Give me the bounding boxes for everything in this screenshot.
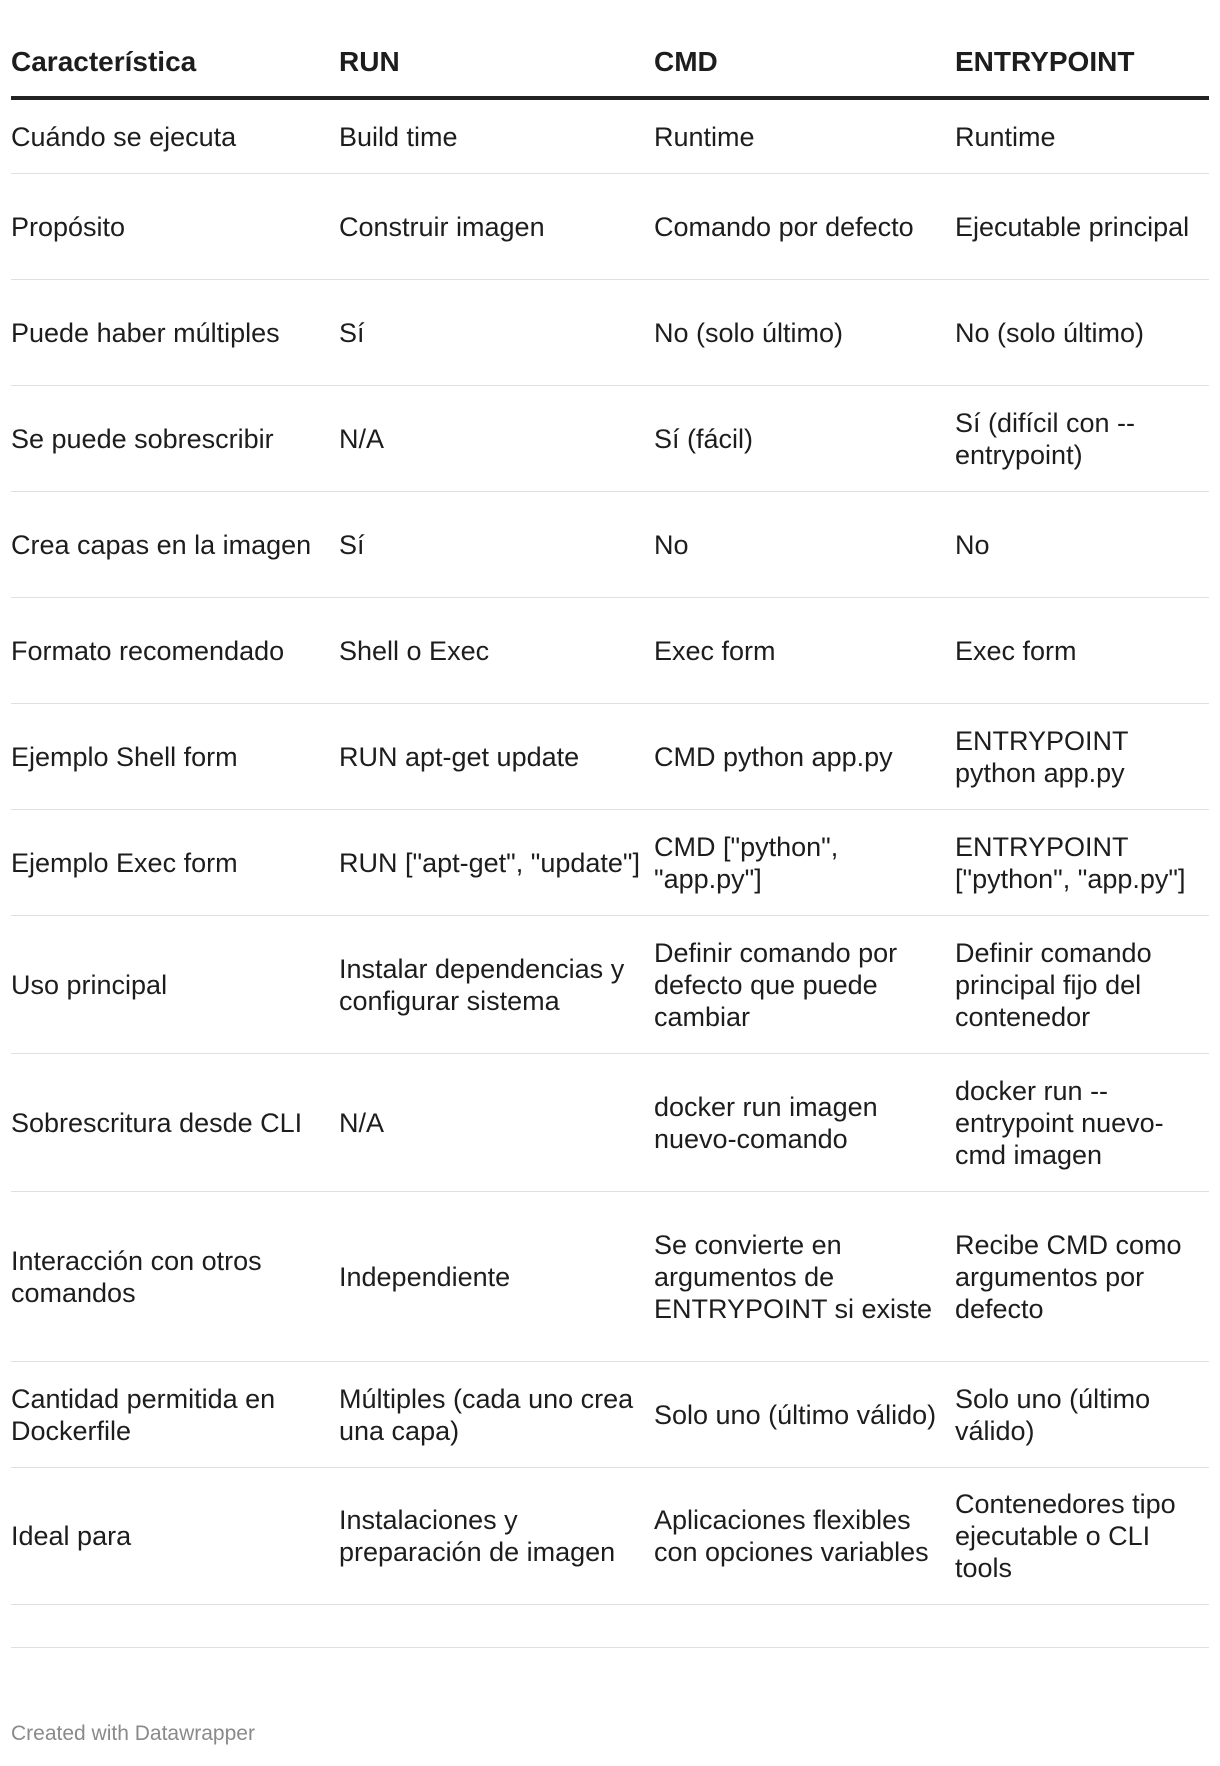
comparison-table-container	[11, 40, 1209, 1648]
header-entrypoint: ENTRYPOINT	[955, 40, 1209, 98]
table-row	[11, 98, 1209, 174]
table-row	[11, 704, 1209, 810]
cell-feature: Se puede sobrescribir	[11, 386, 339, 492]
table-row	[11, 280, 1209, 386]
cell-entrypoint: ENTRYPOINT ["python", "app.py"]	[955, 810, 1209, 916]
cell-run: Instalaciones y preparación de imagen	[339, 1468, 654, 1605]
cell-feature: Formato recomendado	[11, 598, 339, 704]
spacer-cell	[11, 1605, 1209, 1648]
datawrapper-credit: Created with Datawrapper	[11, 1722, 255, 1745]
cell-entrypoint: Solo uno (último válido)	[955, 1362, 1209, 1468]
cell-entrypoint: Definir comando principal fijo del contenedor	[955, 916, 1209, 1054]
cell-entrypoint: ENTRYPOINT python app.py	[955, 704, 1209, 810]
cell-feature: Uso principal	[11, 916, 339, 1054]
cell-feature: Ideal para	[11, 1468, 339, 1605]
cell-cmd: Sí (fácil)	[654, 386, 955, 492]
header-cmd: CMD	[654, 40, 955, 98]
table-row	[11, 916, 1209, 1054]
cell-cmd: Se convierte en argumentos de ENTRYPOINT si existe	[654, 1192, 955, 1362]
cell-entrypoint: Runtime	[955, 98, 1209, 174]
cell-entrypoint: Contenedores tipo ejecutable o CLI tools	[955, 1468, 1209, 1605]
cell-entrypoint: docker run --entrypoint nuevo-cmd imagen	[955, 1054, 1209, 1192]
table-row	[11, 598, 1209, 704]
cell-run: Instalar dependencias y configurar sistema	[339, 916, 654, 1054]
cell-entrypoint: Ejecutable principal	[955, 174, 1209, 280]
cell-feature: Ejemplo Shell form	[11, 704, 339, 810]
cell-feature: Puede haber múltiples	[11, 280, 339, 386]
cell-run: Build time	[339, 98, 654, 174]
cell-run: N/A	[339, 1054, 654, 1192]
cell-run: RUN apt-get update	[339, 704, 654, 810]
table-row	[11, 1468, 1209, 1605]
cell-cmd: No	[654, 492, 955, 598]
cell-entrypoint: No (solo último)	[955, 280, 1209, 386]
cell-cmd: Comando por defecto	[654, 174, 955, 280]
cell-cmd: docker run imagen nuevo-comando	[654, 1054, 955, 1192]
table-spacer-row	[11, 1605, 1209, 1648]
cell-run: Construir imagen	[339, 174, 654, 280]
cell-cmd: CMD ["python", "app.py"]	[654, 810, 955, 916]
cell-run: Sí	[339, 492, 654, 598]
cell-cmd: Solo uno (último válido)	[654, 1362, 955, 1468]
cell-run: Independiente	[339, 1192, 654, 1362]
table-body	[11, 98, 1209, 1648]
cell-feature: Crea capas en la imagen	[11, 492, 339, 598]
cell-cmd: Exec form	[654, 598, 955, 704]
table-header	[11, 40, 1209, 98]
cell-feature: Cantidad permitida en Dockerfile	[11, 1362, 339, 1468]
cell-run: RUN ["apt-get", "update"]	[339, 810, 654, 916]
cell-feature: Sobrescritura desde CLI	[11, 1054, 339, 1192]
cell-cmd: CMD python app.py	[654, 704, 955, 810]
header-caracteristica: Característica	[11, 40, 339, 98]
cell-feature: Ejemplo Exec form	[11, 810, 339, 916]
cell-run: Sí	[339, 280, 654, 386]
cell-run: Shell o Exec	[339, 598, 654, 704]
header-run: RUN	[339, 40, 654, 98]
cell-run: N/A	[339, 386, 654, 492]
cell-feature: Propósito	[11, 174, 339, 280]
cell-feature: Cuándo se ejecuta	[11, 98, 339, 174]
table-row	[11, 386, 1209, 492]
comparison-table	[11, 40, 1209, 1648]
cell-entrypoint: Recibe CMD como argumentos por defecto	[955, 1192, 1209, 1362]
cell-run: Múltiples (cada uno crea una capa)	[339, 1362, 654, 1468]
table-row	[11, 174, 1209, 280]
cell-cmd: Definir comando por defecto que puede cambiar	[654, 916, 955, 1054]
cell-feature: Interacción con otros comandos	[11, 1192, 339, 1362]
table-row	[11, 1362, 1209, 1468]
cell-entrypoint: No	[955, 492, 1209, 598]
cell-cmd: Aplicaciones flexibles con opciones variables	[654, 1468, 955, 1605]
cell-entrypoint: Exec form	[955, 598, 1209, 704]
cell-entrypoint: Sí (difícil con --entrypoint)	[955, 386, 1209, 492]
table-row	[11, 1054, 1209, 1192]
cell-cmd: No (solo último)	[654, 280, 955, 386]
cell-cmd: Runtime	[654, 98, 955, 174]
header-row	[11, 40, 1209, 98]
table-row	[11, 492, 1209, 598]
table-row	[11, 1192, 1209, 1362]
table-row	[11, 810, 1209, 916]
